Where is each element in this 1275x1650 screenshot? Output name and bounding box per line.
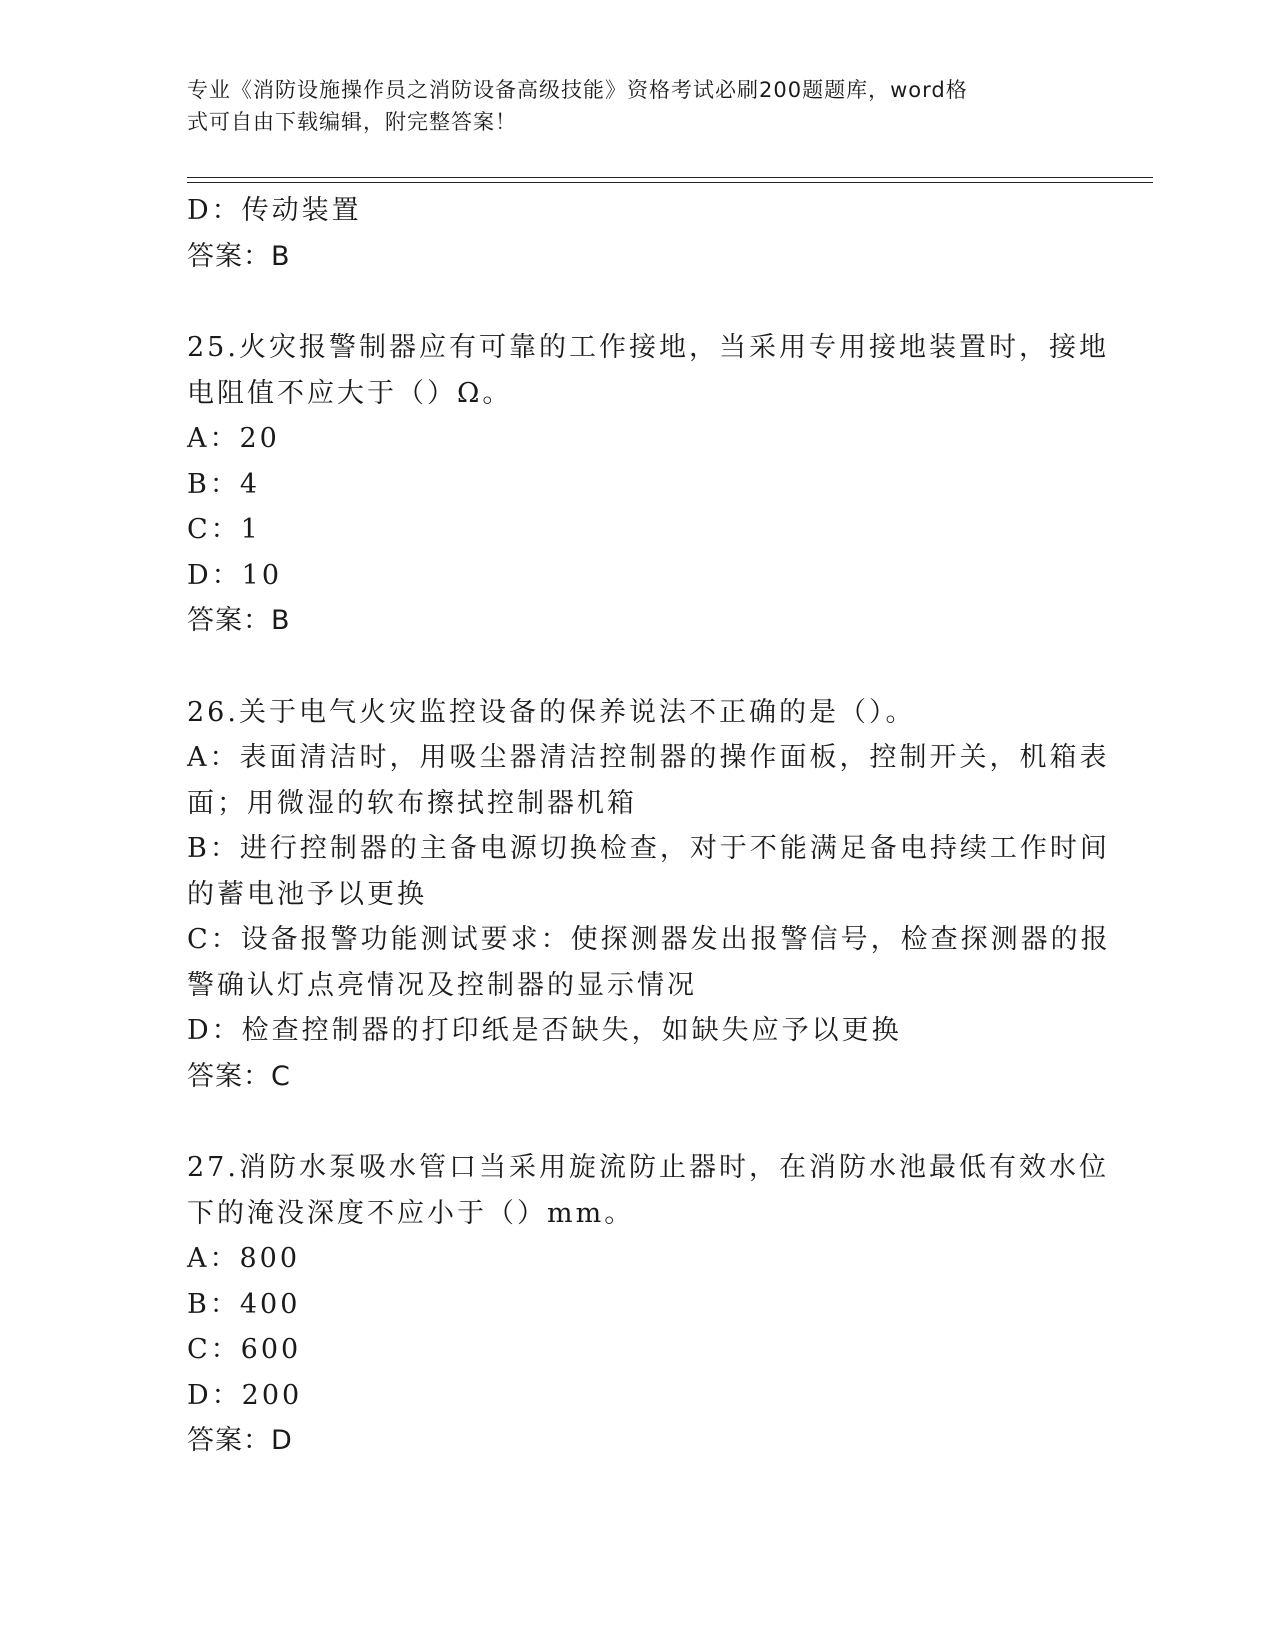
option-d: D：检查控制器的打印纸是否缺失，如缺失应予以更换 <box>187 1015 902 1046</box>
option-b: B：400 <box>187 1288 301 1320</box>
option-b: B：4 <box>187 468 261 500</box>
spacer <box>187 279 1087 325</box>
option-a: A：表面清洁时，用吸尘器清洁控制器的操作面板，控制开关，机箱表 <box>187 742 1110 773</box>
option-d: D：10 <box>187 559 283 591</box>
page-header <box>187 74 1067 138</box>
header-line-2: 式可自由下载编辑，附完整答案！ <box>187 110 517 134</box>
option-c: C：600 <box>187 1334 302 1365</box>
option-d: D：传动装置 <box>187 195 362 226</box>
question-26 <box>187 690 1111 1100</box>
option-a: A：20 <box>187 423 280 454</box>
header-line-1: 专业《消防设施操作员之消防设备高级技能》资格考试必刷200题题库，word格 <box>187 78 968 102</box>
question-stem: 25.火灾报警制器应有可靠的工作接地，当采用专用接地装置时，接地 <box>187 332 1109 363</box>
option-a: A：800 <box>187 1243 301 1274</box>
option-c: C：1 <box>187 514 261 545</box>
option-b: B：进行控制器的主备电源切换检查，对于不能满足备电持续工作时间 <box>187 833 1110 864</box>
question-content <box>187 188 1111 1464</box>
option-c: C：设备报警功能测试要求：使探测器发出报警信号，检查探测器的报 <box>187 924 1111 955</box>
question-stem: 26.关于电气火灾监控设备的保养说法不正确的是（）。 <box>187 696 916 728</box>
question-27 <box>187 1145 1109 1464</box>
answer: 答案：B <box>187 605 291 636</box>
question-stem-cont: 下的淹没深度不应小于（）mm。 <box>187 1197 635 1229</box>
previous-question <box>187 188 1087 279</box>
answer: 答案：B <box>187 240 291 272</box>
option-c-cont: 警确认灯点亮情况及控制器的显示情况 <box>187 969 697 1001</box>
option-b-cont: 的蓄电池予以更换 <box>187 878 427 910</box>
option-a-cont: 面；用微湿的软布擦拭控制器机箱 <box>187 787 637 819</box>
option-d: D：200 <box>187 1379 303 1411</box>
question-25 <box>187 325 1109 644</box>
header-divider-top <box>187 177 1153 178</box>
header-divider-bottom <box>187 182 1153 183</box>
spacer <box>187 644 1087 690</box>
spacer <box>187 1099 1087 1145</box>
question-stem-cont: 电阻值不应大于（）Ω。 <box>187 377 513 409</box>
answer: 答案：D <box>187 1425 293 1456</box>
question-stem: 27.消防水泵吸水管口当采用旋流防止器时，在消防水池最低有效水位 <box>187 1152 1109 1183</box>
answer: 答案：C <box>187 1060 291 1092</box>
